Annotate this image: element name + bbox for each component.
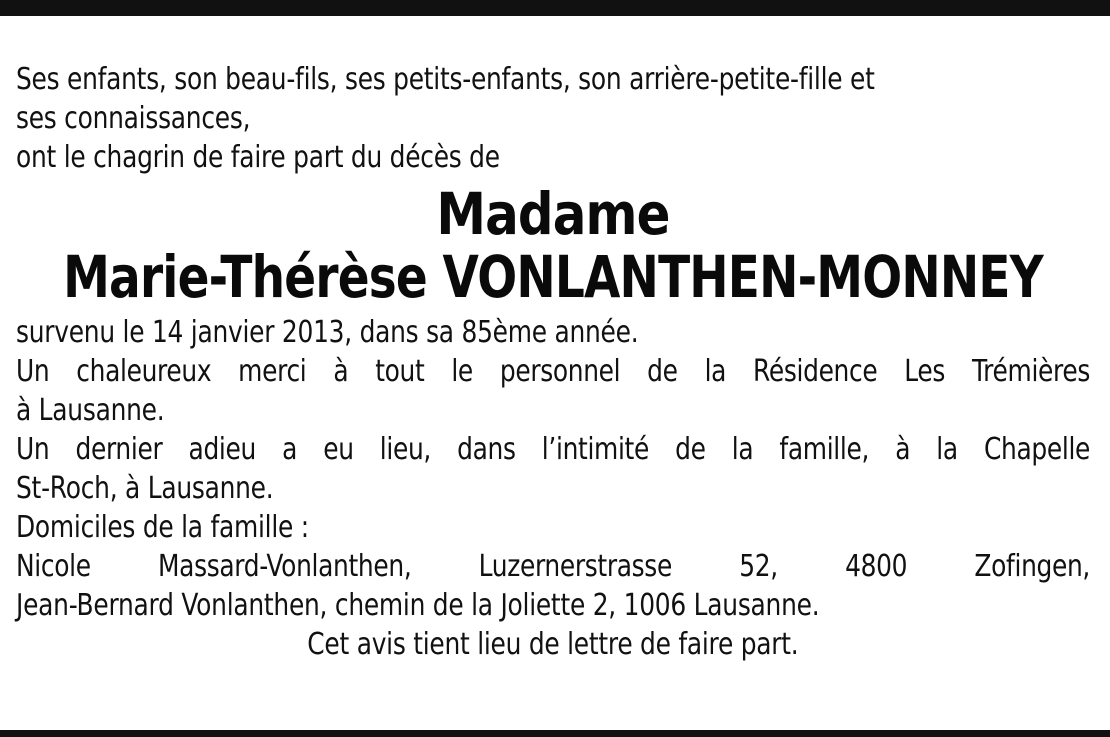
thanks-line: à Lausanne.: [16, 393, 165, 428]
domiciles-label: Domiciles de la famille :: [16, 510, 309, 545]
address-line: [16, 547, 1090, 586]
address-line: Jean-Bernard Vonlanthen, chemin de la Joliette 2, 1006 Lausanne.: [16, 588, 820, 623]
intro-line: Ses enfants, son beau-fils, ses petits-enfants, son arrière-petite-fille et: [16, 62, 875, 97]
farewell-line: St-Roch, à Lausanne.: [16, 471, 274, 506]
farewell-line: [16, 430, 1090, 469]
top-border: [0, 0, 1110, 16]
closing-text: Cet avis tient lieu de lettre de faire part.: [307, 627, 799, 662]
closing-line: [16, 625, 1090, 664]
intro-line: ses connaissances,: [16, 101, 251, 136]
address-line-text: Nicole Massard-Vonlanthen, Luzernerstrasse 52, 4800 Zofingen,: [16, 549, 1091, 584]
thanks-line: [16, 352, 1090, 391]
thanks-line-text: Un chaleureux merci à tout le personnel de la Résidence Les Trémières: [16, 354, 1091, 389]
death-date-line: survenu le 14 janvier 2013, dans sa 85ème année.: [16, 315, 639, 350]
intro-line: ont le chagrin de faire part du décès de: [16, 140, 500, 175]
deceased-title: Madame: [436, 180, 670, 248]
farewell-line-text: Un dernier adieu a eu lieu, dans l’intimité de la famille, à la Chapelle: [16, 432, 1091, 467]
deceased-name: Marie-Thérèse VONLANTHEN-MONNEY: [63, 243, 1043, 311]
bottom-border: [0, 730, 1110, 737]
obituary-notice: [16, 60, 1090, 664]
